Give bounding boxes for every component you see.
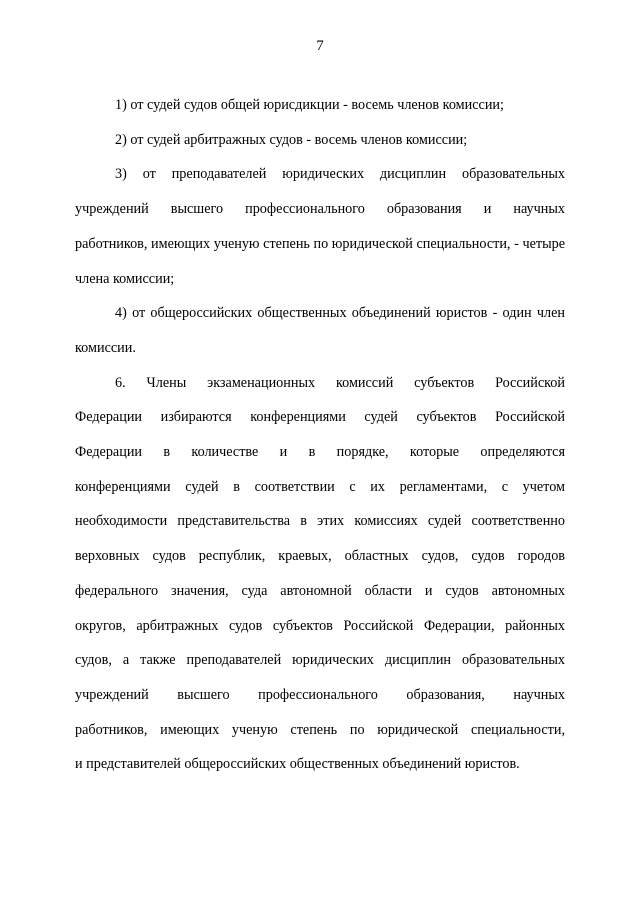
text-line: округов, арбитражных судов субъектов Российской Федерации, районных	[75, 617, 565, 634]
text-line: 1) от судей судов общей юрисдикции - восемь членов комиссии;	[115, 97, 504, 113]
text-line: федерального значения, суда автономной области и судов автономных	[75, 582, 565, 599]
text-line: и представителей общероссийских общественных объединений юристов.	[75, 756, 520, 773]
paragraph-item-4	[75, 296, 565, 365]
text-line: учреждений высшего профессионального образования, научных	[75, 686, 565, 703]
text-line: Федерации в количестве и в порядке, которые определяются	[75, 444, 565, 461]
text-line: работников, имеющих ученую степень по юридической специальности, - четыре	[75, 235, 565, 252]
text-line: Федерации избираются конференциями судей субъектов Российской	[75, 409, 565, 426]
text-line: конференциями судей в соответствии с их регламентами, с учетом	[75, 478, 565, 495]
text-line: учреждений высшего профессионального образования и научных	[75, 201, 565, 218]
paragraph-item-1	[75, 88, 565, 123]
text-line: судов, а также преподавателей юридических дисциплин образовательных	[75, 652, 565, 669]
paragraph-item-2	[75, 123, 565, 158]
page-number: 7	[316, 38, 324, 54]
text-line: комиссии.	[75, 339, 136, 356]
paragraph-section-6	[75, 366, 565, 782]
text-line: верховных судов республик, краевых, областных судов, судов городов	[75, 548, 565, 565]
document-body	[75, 88, 565, 782]
text-line: 3) от преподавателей юридических дисциплин образовательных	[115, 166, 565, 183]
text-line: работников, имеющих ученую степень по юридической специальности,	[75, 721, 565, 738]
text-line: 2) от судей арбитражных судов - восемь членов комиссии;	[115, 131, 468, 148]
text-line: 4) от общероссийских общественных объединений юристов - один член	[115, 305, 565, 322]
text-line: члена комиссии;	[75, 270, 175, 287]
text-line: необходимости представительства в этих комиссиях судей соответственно	[75, 513, 565, 530]
text-line: 6. Члены экзаменационных комиссий субъектов Российской	[115, 374, 565, 391]
paragraph-item-3	[75, 157, 565, 296]
